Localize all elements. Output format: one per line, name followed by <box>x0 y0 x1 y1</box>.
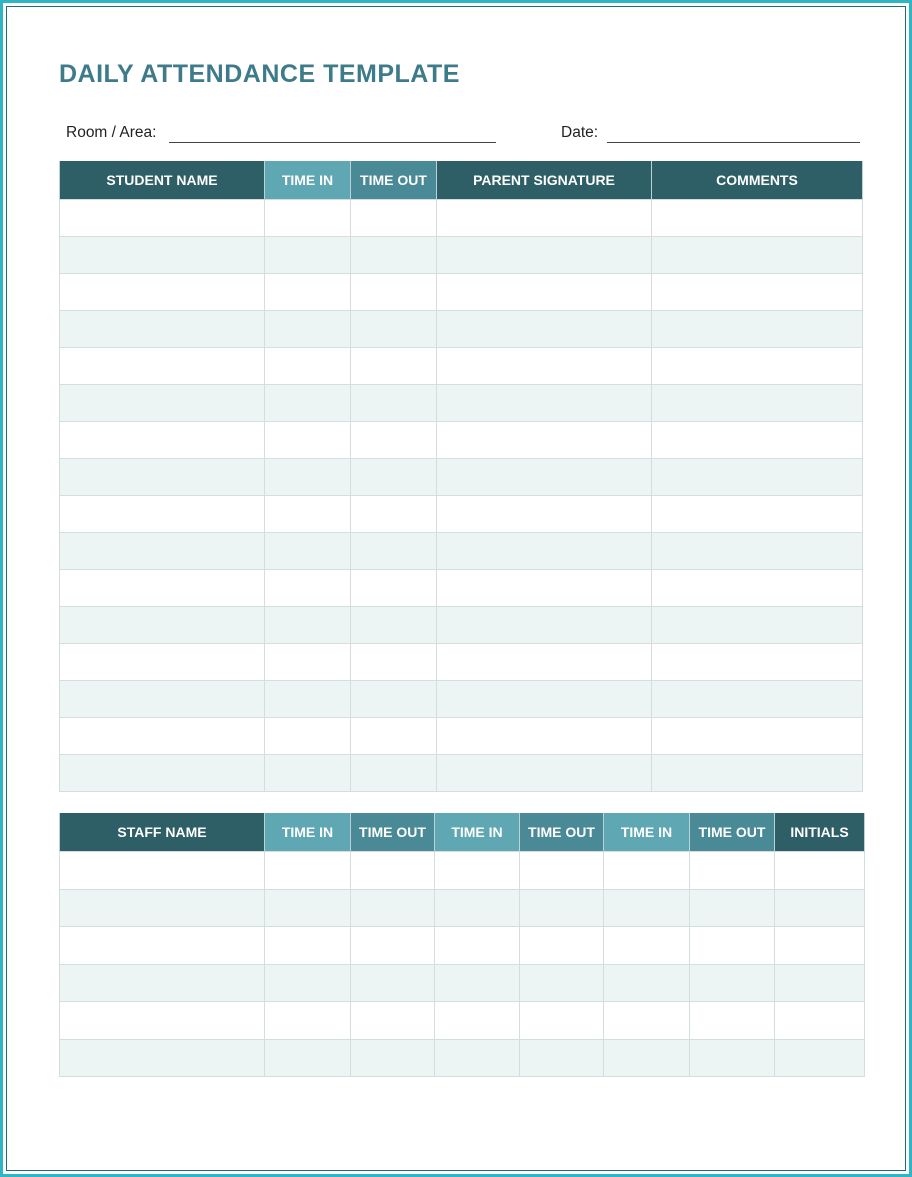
table-cell[interactable] <box>265 927 351 965</box>
table-cell[interactable] <box>265 385 351 422</box>
table-cell[interactable] <box>351 889 435 927</box>
table-row <box>60 755 863 792</box>
table-cell[interactable] <box>60 274 265 311</box>
table-cell[interactable] <box>775 852 865 890</box>
table-cell[interactable] <box>437 385 652 422</box>
table-cell[interactable] <box>435 889 520 927</box>
table-cell[interactable] <box>60 200 265 237</box>
table-cell[interactable] <box>604 1039 690 1077</box>
table-cell[interactable] <box>351 459 437 496</box>
table-row <box>60 607 863 644</box>
table-row <box>60 385 863 422</box>
table-cell[interactable] <box>437 570 652 607</box>
table-cell[interactable] <box>60 237 265 274</box>
table-cell[interactable] <box>265 755 351 792</box>
table-cell[interactable] <box>265 1039 351 1077</box>
table-cell[interactable] <box>60 607 265 644</box>
header-time-in: TIME IN <box>265 813 351 852</box>
table-cell[interactable] <box>652 533 863 570</box>
table-row <box>60 852 865 890</box>
table-cell[interactable] <box>437 274 652 311</box>
staff-attendance-table <box>59 813 865 1077</box>
header-time-out: TIME OUT <box>690 813 775 852</box>
table-cell[interactable] <box>351 607 437 644</box>
table-cell[interactable] <box>60 964 265 1002</box>
table-cell[interactable] <box>265 422 351 459</box>
header-time-in: TIME IN <box>435 813 520 852</box>
table-cell[interactable] <box>265 852 351 890</box>
table-cell[interactable] <box>351 718 437 755</box>
table-cell[interactable] <box>437 496 652 533</box>
table-row <box>60 681 863 718</box>
staff-table-body <box>60 852 865 1077</box>
table-cell[interactable] <box>437 607 652 644</box>
table-cell[interactable] <box>351 274 437 311</box>
table-cell[interactable] <box>60 1002 265 1040</box>
table-cell[interactable] <box>60 348 265 385</box>
table-cell[interactable] <box>351 1039 435 1077</box>
table-cell[interactable] <box>604 964 690 1002</box>
table-cell[interactable] <box>775 889 865 927</box>
table-cell[interactable] <box>60 927 265 965</box>
staff-table-header-row <box>60 813 865 852</box>
table-cell[interactable] <box>652 681 863 718</box>
header-time-out: TIME OUT <box>351 161 437 200</box>
table-row <box>60 644 863 681</box>
table-cell[interactable] <box>351 422 437 459</box>
table-cell[interactable] <box>437 681 652 718</box>
date-field[interactable] <box>607 142 860 143</box>
table-row <box>60 496 863 533</box>
table-cell[interactable] <box>775 927 865 965</box>
table-cell[interactable] <box>265 964 351 1002</box>
table-cell[interactable] <box>435 964 520 1002</box>
table-cell[interactable] <box>351 755 437 792</box>
table-cell[interactable] <box>265 237 351 274</box>
table-cell[interactable] <box>652 385 863 422</box>
table-cell[interactable] <box>652 570 863 607</box>
table-cell[interactable] <box>265 459 351 496</box>
table-cell[interactable] <box>351 385 437 422</box>
table-cell[interactable] <box>437 200 652 237</box>
table-cell[interactable] <box>690 964 775 1002</box>
table-cell[interactable] <box>775 964 865 1002</box>
table-cell[interactable] <box>437 644 652 681</box>
table-cell[interactable] <box>437 718 652 755</box>
table-cell[interactable] <box>265 718 351 755</box>
table-cell[interactable] <box>690 889 775 927</box>
table-cell[interactable] <box>265 1002 351 1040</box>
table-cell[interactable] <box>435 852 520 890</box>
table-cell[interactable] <box>437 459 652 496</box>
table-cell[interactable] <box>265 607 351 644</box>
table-cell[interactable] <box>437 533 652 570</box>
table-cell[interactable] <box>265 496 351 533</box>
table-cell[interactable] <box>520 927 604 965</box>
table-cell[interactable] <box>60 311 265 348</box>
table-row <box>60 533 863 570</box>
table-row <box>60 200 863 237</box>
table-cell[interactable] <box>690 852 775 890</box>
header-staff-name: STAFF NAME <box>60 813 265 852</box>
table-cell[interactable] <box>60 718 265 755</box>
table-cell[interactable] <box>60 681 265 718</box>
room-area-label: Room / Area: <box>66 124 157 141</box>
table-cell[interactable] <box>604 852 690 890</box>
page-title: DAILY ATTENDANCE TEMPLATE <box>59 60 460 88</box>
header-student-name: STUDENT NAME <box>60 161 265 200</box>
table-cell[interactable] <box>351 496 437 533</box>
table-cell[interactable] <box>351 1002 435 1040</box>
table-row <box>60 237 863 274</box>
table-cell[interactable] <box>690 1002 775 1040</box>
table-cell[interactable] <box>60 644 265 681</box>
header-time-out: TIME OUT <box>351 813 435 852</box>
table-cell[interactable] <box>520 852 604 890</box>
table-cell[interactable] <box>652 311 863 348</box>
table-cell[interactable] <box>604 1002 690 1040</box>
table-cell[interactable] <box>60 496 265 533</box>
table-cell[interactable] <box>60 1039 265 1077</box>
table-cell[interactable] <box>520 1002 604 1040</box>
table-cell[interactable] <box>351 533 437 570</box>
table-row <box>60 1002 865 1040</box>
table-row <box>60 889 865 927</box>
table-cell[interactable] <box>652 274 863 311</box>
table-cell[interactable] <box>265 681 351 718</box>
table-cell[interactable] <box>351 852 435 890</box>
table-cell[interactable] <box>351 570 437 607</box>
table-cell[interactable] <box>351 311 437 348</box>
table-cell[interactable] <box>652 644 863 681</box>
table-row <box>60 348 863 385</box>
table-cell[interactable] <box>265 889 351 927</box>
table-row <box>60 927 865 965</box>
student-table-body <box>60 200 863 792</box>
table-cell[interactable] <box>652 348 863 385</box>
table-cell[interactable] <box>652 459 863 496</box>
table-cell[interactable] <box>60 385 265 422</box>
date-label: Date: <box>561 124 599 141</box>
table-row <box>60 274 863 311</box>
table-cell[interactable] <box>265 570 351 607</box>
table-cell[interactable] <box>351 200 437 237</box>
table-cell[interactable] <box>652 755 863 792</box>
table-cell[interactable] <box>604 927 690 965</box>
table-cell[interactable] <box>60 889 265 927</box>
table-row <box>60 718 863 755</box>
student-attendance-table <box>59 161 863 792</box>
table-cell[interactable] <box>265 644 351 681</box>
table-row <box>60 1039 865 1077</box>
header-time-out: TIME OUT <box>520 813 604 852</box>
table-cell[interactable] <box>775 1002 865 1040</box>
table-cell[interactable] <box>60 533 265 570</box>
table-cell[interactable] <box>351 681 437 718</box>
table-cell[interactable] <box>60 570 265 607</box>
table-cell[interactable] <box>437 755 652 792</box>
table-cell[interactable] <box>60 755 265 792</box>
table-cell[interactable] <box>437 311 652 348</box>
table-cell[interactable] <box>775 1039 865 1077</box>
table-cell[interactable] <box>60 459 265 496</box>
table-cell[interactable] <box>60 852 265 890</box>
table-cell[interactable] <box>265 200 351 237</box>
header-initials: INITIALS <box>775 813 865 852</box>
table-cell[interactable] <box>435 1002 520 1040</box>
table-cell[interactable] <box>520 964 604 1002</box>
table-cell[interactable] <box>265 533 351 570</box>
table-row <box>60 311 863 348</box>
table-cell[interactable] <box>437 348 652 385</box>
table-cell[interactable] <box>265 348 351 385</box>
table-cell[interactable] <box>652 200 863 237</box>
table-row <box>60 459 863 496</box>
header-time-in: TIME IN <box>265 161 351 200</box>
room-area-field[interactable] <box>169 142 496 143</box>
table-cell[interactable] <box>652 607 863 644</box>
header-parent-signature: PARENT SIGNATURE <box>437 161 652 200</box>
table-cell[interactable] <box>351 644 437 681</box>
table-cell[interactable] <box>437 237 652 274</box>
header-comments: COMMENTS <box>652 161 863 200</box>
table-row <box>60 570 863 607</box>
table-cell[interactable] <box>351 964 435 1002</box>
table-row <box>60 964 865 1002</box>
table-cell[interactable] <box>351 237 437 274</box>
table-cell[interactable] <box>437 422 652 459</box>
table-cell[interactable] <box>652 237 863 274</box>
table-cell[interactable] <box>351 348 437 385</box>
table-cell[interactable] <box>652 718 863 755</box>
table-cell[interactable] <box>690 1039 775 1077</box>
table-cell[interactable] <box>652 422 863 459</box>
table-cell[interactable] <box>652 496 863 533</box>
table-cell[interactable] <box>265 274 351 311</box>
table-cell[interactable] <box>435 1039 520 1077</box>
table-row <box>60 422 863 459</box>
table-cell[interactable] <box>435 927 520 965</box>
header-time-in: TIME IN <box>604 813 690 852</box>
table-cell[interactable] <box>604 889 690 927</box>
table-cell[interactable] <box>351 927 435 965</box>
table-cell[interactable] <box>520 889 604 927</box>
table-cell[interactable] <box>60 422 265 459</box>
student-table-header-row <box>60 161 863 200</box>
table-cell[interactable] <box>520 1039 604 1077</box>
table-cell[interactable] <box>265 311 351 348</box>
table-cell[interactable] <box>690 927 775 965</box>
